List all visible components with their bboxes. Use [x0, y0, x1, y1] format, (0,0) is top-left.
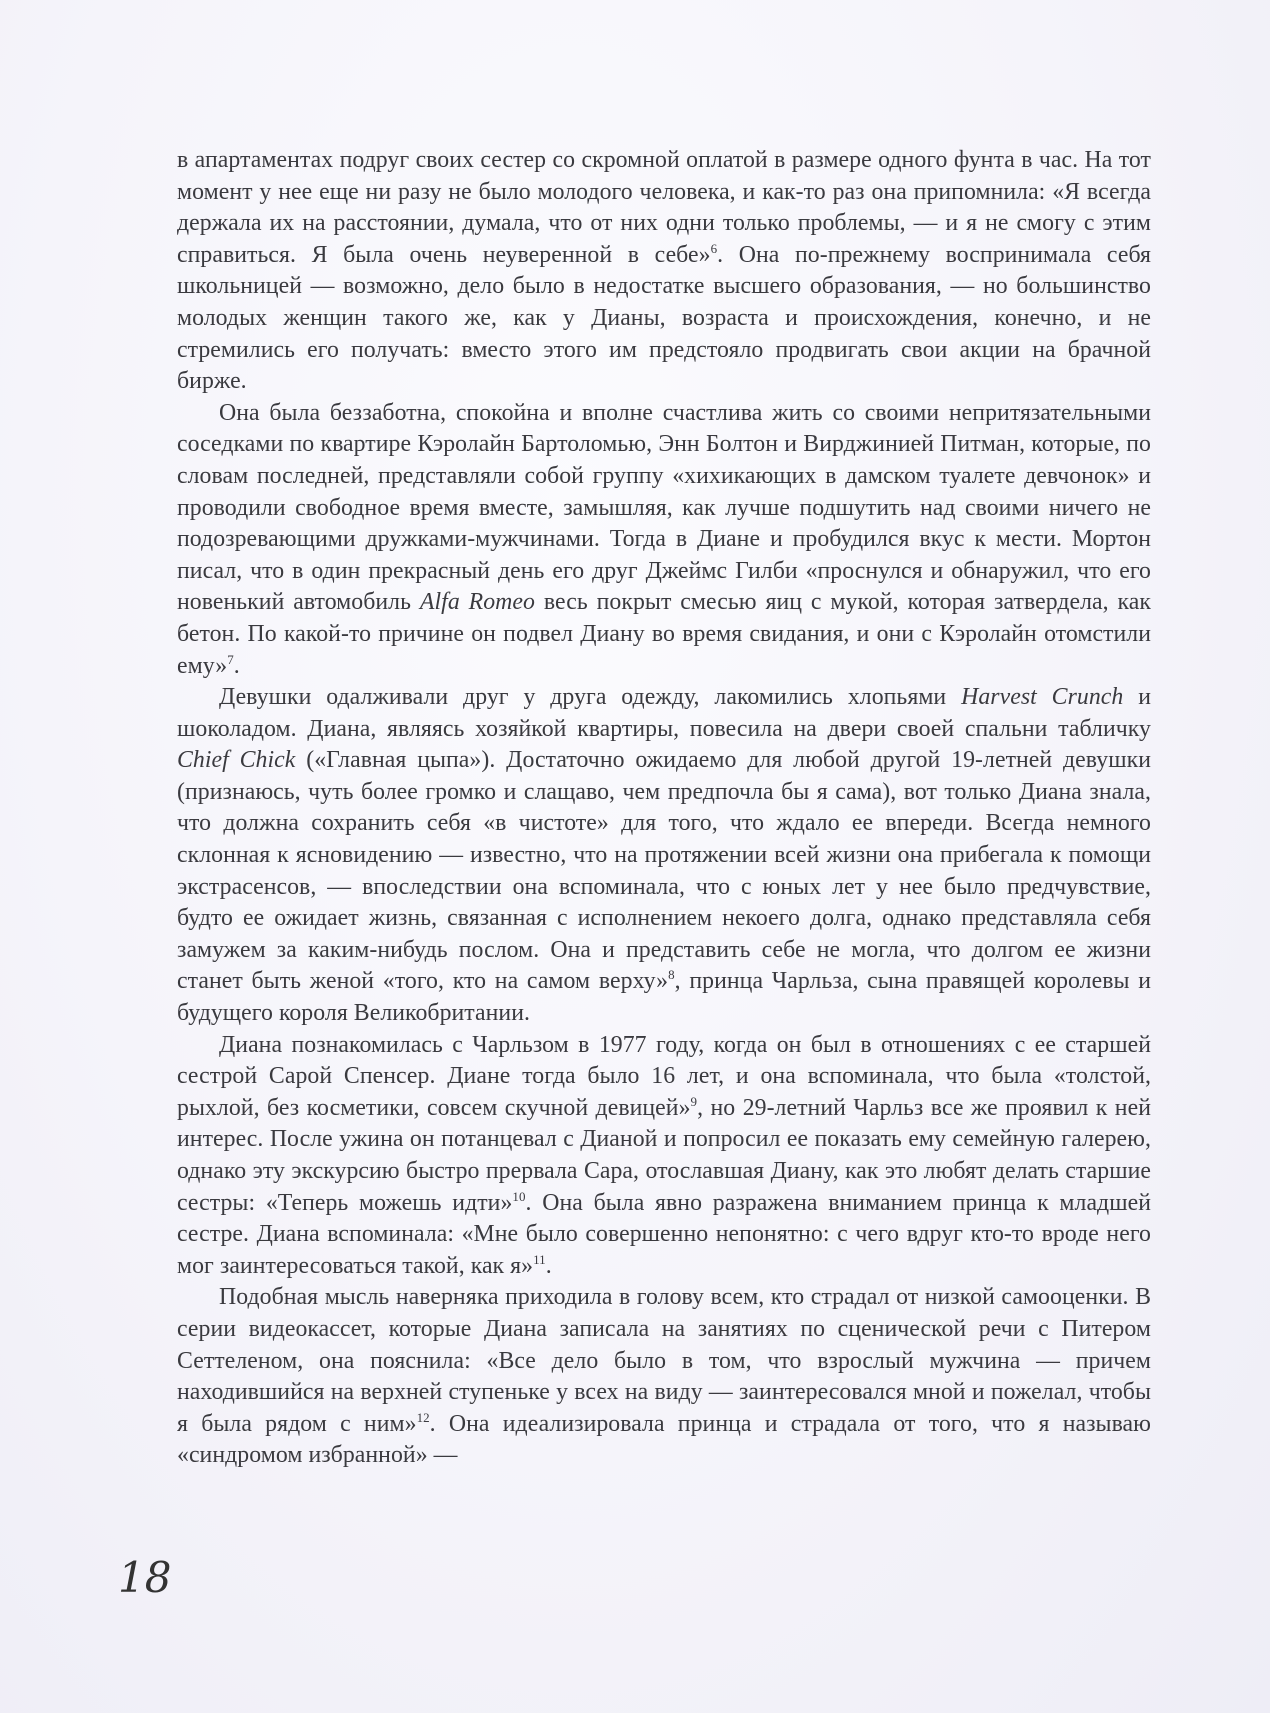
italic-term: Chief Chick	[177, 747, 296, 774]
body-text	[177, 145, 1151, 1472]
paragraph	[177, 398, 1151, 682]
page-number: 18	[118, 1553, 172, 1602]
footnote-ref: 9	[690, 1093, 698, 1109]
text-run: и шоколадом. Диана, являясь хозяйкой квартиры, повесила на двери своей спальни табличку	[177, 684, 1151, 742]
footnote-ref: 11	[533, 1251, 546, 1267]
footnote-ref: 12	[416, 1409, 430, 1425]
text-run: в апартаментах подруг своих сестер со скромной оплатой в размере одного фунта в час. На тот момент у нее еще ни разу не было молодого человека, и как-то раз она припомнила: «Я всегда держала их на расстоянии, думала, что от них одни только проблемы, — и я не смогу с этим справиться. Я была очень неуверенной в себе»	[177, 147, 1151, 268]
text-run: Она была беззаботна, спокойна и вполне счастлива жить со своими непритязательными соседками по квартире Кэролайн Бартоломью, Энн Болтон и Вирджинией Питман, которые, по словам последней, представляли собой группу «хихикающих в дамском туалете девчонок» и проводили свободное время вместе, замышляя, как лучше подшутить над своими ничего не подозревающими дружками-мужчинами. Тогда в Диане и пробудился вкус к мести. Мортон писал, что в один прекрасный день его друг Джеймс Гилби «проснулся и обнаружил, что его новенький автомобиль	[177, 399, 1151, 616]
text-run: Девушки одалживали друг у друга одежду, лакомились хлопьями	[219, 684, 962, 711]
text-run: .	[545, 1252, 552, 1279]
footnote-ref: 8	[668, 967, 675, 983]
text-run: . Она идеализировала принца и страдала от того, что я называю «синдромом избранной» —	[177, 1410, 1152, 1469]
paragraph	[177, 1282, 1151, 1472]
paragraph	[177, 145, 1151, 398]
text-run: весь покрыт смесью яиц с мукой, которая затвердела, как бетон. По какой-то причине он подвел Диану во время свидания, и они с Кэролайн отомстили ему»	[177, 589, 1152, 679]
text-run: . Она по-прежнему воспринимала себя школьницей — возможно, дело было в недостатке высшего образования, — но большинство молодых женщин такого же, как у Дианы, возраста и происхождения, конечно, и не стремились его получать: вместо этого им предстояло продвигать свои акции на брачной бирже.	[177, 241, 1152, 395]
text-run: , но 29-летний Чарльз все же проявил к ней интерес. После ужина он потанцевал с Дианой и попросил ее показать ему семейную галерею, однако эту экскурсию быстро прервала Сара, отославшая Диану, как это любят делать старшие сестры: «Теперь можешь идти»	[177, 1094, 1151, 1216]
text-run: Диана познакомилась с Чарльзом в 1977 году, когда он был в отношениях с ее старшей сестрой Сарой Спенсер. Диане тогда было 16 лет, и она вспоминала, что была «толстой, рыхлой, без косметики, совсем скучной девицей»	[177, 1031, 1151, 1121]
text-run: Подобная мысль наверняка приходила в голову всем, кто страдал от низкой самооценки. В серии видеокассет, которые Диана записала на занятиях по сценической речи с Питером Сеттеленом, она пояснила: «Все дело было в том, что взрослый мужчина — причем находившийся на верхней ступеньке у всех на виду — заинтересовался мной и пожелал, чтобы я была рядом с ним»	[177, 1284, 1151, 1437]
paragraph	[177, 682, 1151, 1030]
text-run: («Главная цыпа»). Достаточно ожидаемо для любой другой 19-летней девушки (признаюсь, чуть более громко и слащаво, чем предпочла бы я сама), вот только Диана знала, что должна сохранить себя «в чистоте» для того, что ждало ее впереди. Всегда немного склонная к ясновидению — известно, что на протяжении всей жизни она прибегала к помощи экстрасенсов, — впоследствии она вспоминала, что с юных лет у нее было предчувствие, будто ее ожидает жизнь, связанная с исполнением некоего долга, однако представляла себя замужем за каким-нибудь послом. Она и представить себе не могла, что долгом ее жизни станет быть женой «того, кто на самом верху»	[177, 747, 1151, 995]
italic-term: Alfa Romeo	[419, 589, 535, 616]
footnote-ref: 7	[227, 651, 234, 667]
paragraph	[177, 1030, 1151, 1283]
text-run: , принца Чарльза, сына правящей королевы и будущего короля Великобритании.	[177, 968, 1152, 1027]
text-run: . Она была явно разражена вниманием принца к младшей сестре. Диана вспоминала: «Мне было совершенно непонятно: с чего вдруг кто-то вроде него мог заинтересоваться такой, как я»	[177, 1189, 1151, 1279]
text-run: .	[233, 652, 240, 679]
footnote-ref: 10	[512, 1188, 526, 1204]
footnote-ref: 6	[710, 240, 718, 256]
italic-term: Harvest Crunch	[961, 684, 1124, 711]
